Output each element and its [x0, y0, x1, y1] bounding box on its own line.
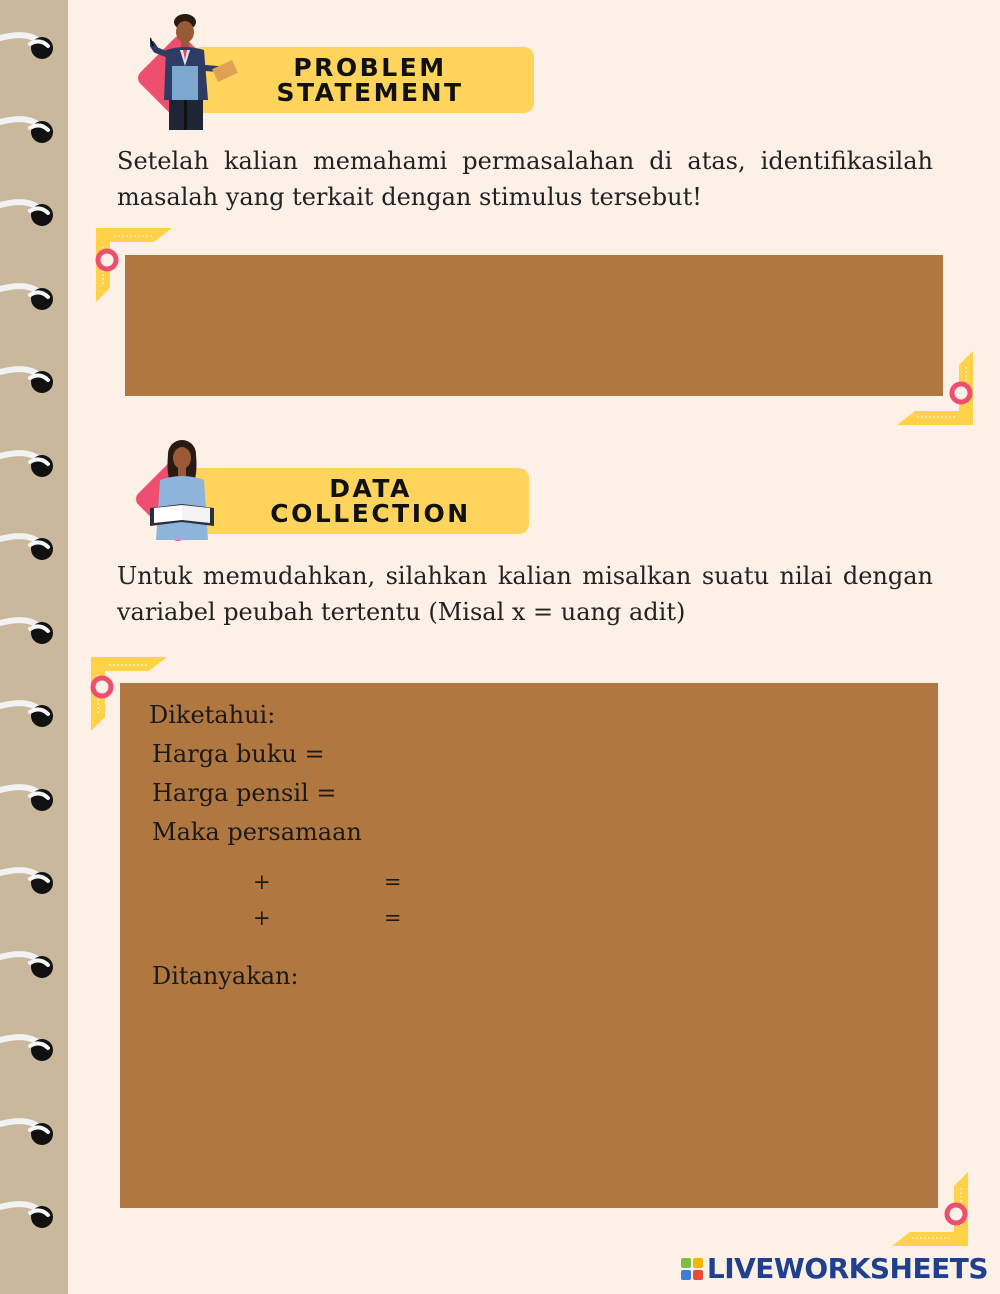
spiral-ring [0, 364, 62, 398]
teacher-man-icon [150, 8, 240, 133]
asked-label: Ditanyakan: [152, 962, 299, 990]
spiral-ring [0, 114, 62, 148]
data-collection-header [188, 468, 529, 534]
data-title-line1: DATA [329, 474, 412, 503]
brand-text: LIVEWORKSHEETS [706, 1252, 988, 1285]
spiral-ring [0, 1199, 62, 1233]
corner-decoration-bottom-right-2 [890, 1170, 970, 1248]
problem-statement-header [192, 47, 534, 113]
spiral-ring [0, 448, 62, 482]
equals-sign-1: = [384, 870, 402, 894]
spiral-ring [0, 197, 62, 231]
known-label: Diketahui: [149, 701, 276, 729]
corner-decoration-bottom-right [895, 349, 975, 427]
equation-label: Maka persamaan [152, 818, 362, 846]
spiral-ring [0, 615, 62, 649]
spiral-ring [0, 30, 62, 64]
harga-buku-label: Harga buku = [152, 740, 325, 768]
spiral-ring [0, 865, 62, 899]
spiral-ring [0, 949, 62, 983]
problem-title-line1: PROBLEM [293, 53, 447, 82]
problem-instruction: Setelah kalian memahami permasalahan di atas, identifikasilah masalah yang terkait dengan stimulus tersebut! [117, 147, 933, 211]
spiral-ring [0, 531, 62, 565]
problem-answer-box[interactable] [125, 255, 943, 396]
spiral-ring [0, 782, 62, 816]
problem-title-line2: STATEMENT [276, 78, 464, 107]
plus-sign-1: + [253, 870, 271, 894]
spiral-ring [0, 1032, 62, 1066]
liveworksheets-brand [681, 1252, 988, 1285]
equals-sign-2: = [384, 906, 402, 930]
liveworksheets-logo-icon [681, 1258, 703, 1280]
spiral-ring [0, 1116, 62, 1150]
data-title-line2: COLLECTION [270, 499, 471, 528]
data-instruction: Untuk memudahkan, silahkan kalian misalkan suatu nilai dengan variabel peubah tertentu (Misal x = uang adit) [117, 562, 933, 626]
spiral-ring [0, 698, 62, 732]
teacher-woman-icon [146, 434, 226, 546]
plus-sign-2: + [253, 906, 271, 930]
harga-pensil-label: Harga pensil = [152, 779, 337, 807]
spiral-ring [0, 281, 62, 315]
